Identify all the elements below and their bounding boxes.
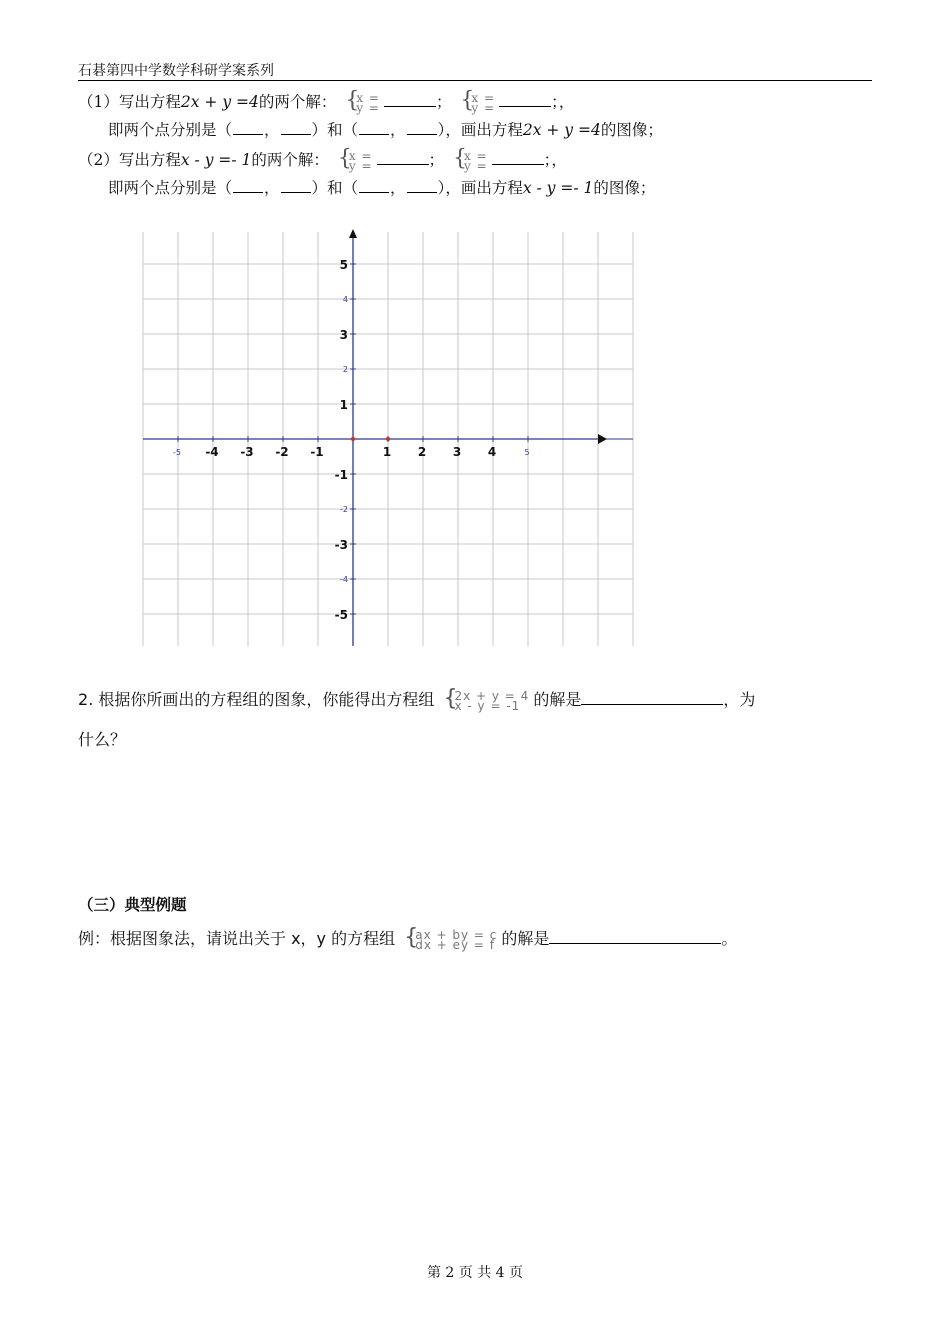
x-tick-label: 4	[487, 445, 497, 459]
example-answer-blank[interactable]	[549, 943, 721, 944]
x-tick-label: 1	[382, 445, 392, 459]
y-tick-label: 4	[342, 295, 348, 304]
q2-solution-2: { x = y =	[452, 146, 488, 173]
q2-solution-1: { x = y =	[337, 146, 373, 173]
x-tick-label: 5	[524, 448, 530, 457]
y-tick-label: -4	[340, 575, 348, 584]
q1-label: （1）写出方程	[78, 93, 181, 111]
example-line: 例：根据图象法，请说出关于 x，y 的方程组 { ax + by = c dx + ey = f 的解是 。	[78, 924, 738, 952]
unit-point	[386, 437, 390, 441]
y-tick-label: -3	[334, 538, 348, 552]
q2-equation: x - y =- 1	[180, 151, 252, 169]
y-tick-label: -5	[334, 608, 348, 622]
question-2-line: 2. 根据你所画出的方程组的图象，你能得出方程组 { 2x + y = 4 x - y = -1 的解是 ，为	[78, 685, 756, 713]
origin-point	[351, 437, 355, 441]
y-tick-label: 2	[342, 365, 348, 374]
q1-suffix: 的两个解：	[258, 93, 337, 111]
q2-points-line: 即两个点分别是（ ， ）和（ ， ），画出方程x - y =- 1的图像；	[108, 179, 656, 197]
q1-equation: 2x + y =4	[180, 93, 259, 111]
y-tick-label: 5	[339, 258, 348, 272]
question-2-system: { 2x + y = 4 x - y = -1	[443, 685, 530, 713]
question-2-number: 2	[78, 690, 89, 709]
q1-points-line: 即两个点分别是（ ， ）和（ ， ），画出方程2x + y =4的图像；	[108, 121, 663, 139]
x-tick-label: -1	[310, 445, 324, 459]
coordinate-grid[interactable]	[0, 0, 950, 660]
q2-suffix: 的两个解：	[251, 151, 329, 169]
page-header: 石碁第四中学数学科研学案系列	[78, 63, 274, 79]
question-2-answer-blank[interactable]	[581, 704, 723, 705]
y-tick-label: 1	[339, 398, 348, 412]
q1-solution-1: { x = y =	[345, 88, 380, 115]
x-tick-label: -2	[275, 445, 289, 459]
page-footer: 第 2 页 共 4 页	[426, 1265, 524, 1281]
q1-line: （1）写出方程2x + y =4的两个解： { x = y = ； { x = y = ；，	[78, 88, 575, 115]
q2-label: （2）写出方程	[78, 151, 181, 169]
example-system: { ax + by = c dx + ey = f	[404, 924, 498, 952]
q2-line: （2）写出方程x - y =- 1的两个解： { x = y = ； { x = y = ；，	[78, 146, 567, 173]
x-axis-arrow	[598, 434, 607, 444]
x-tick-label: -3	[240, 445, 254, 459]
section-3-title: （三）典型例题	[78, 896, 187, 914]
x-tick-label: 2	[417, 445, 427, 459]
x-tick-label: -4	[205, 445, 219, 459]
y-axis-arrow	[349, 229, 357, 238]
y-tick-label: -1	[334, 468, 348, 482]
q1-solution-2: { x = y =	[460, 88, 496, 115]
x-tick-label: 3	[452, 445, 462, 459]
y-tick-label: 3	[339, 328, 348, 342]
question-2-line-2: 什么？	[78, 730, 127, 749]
x-tick-label: -5	[173, 448, 181, 457]
y-tick-label: -2	[340, 505, 348, 514]
